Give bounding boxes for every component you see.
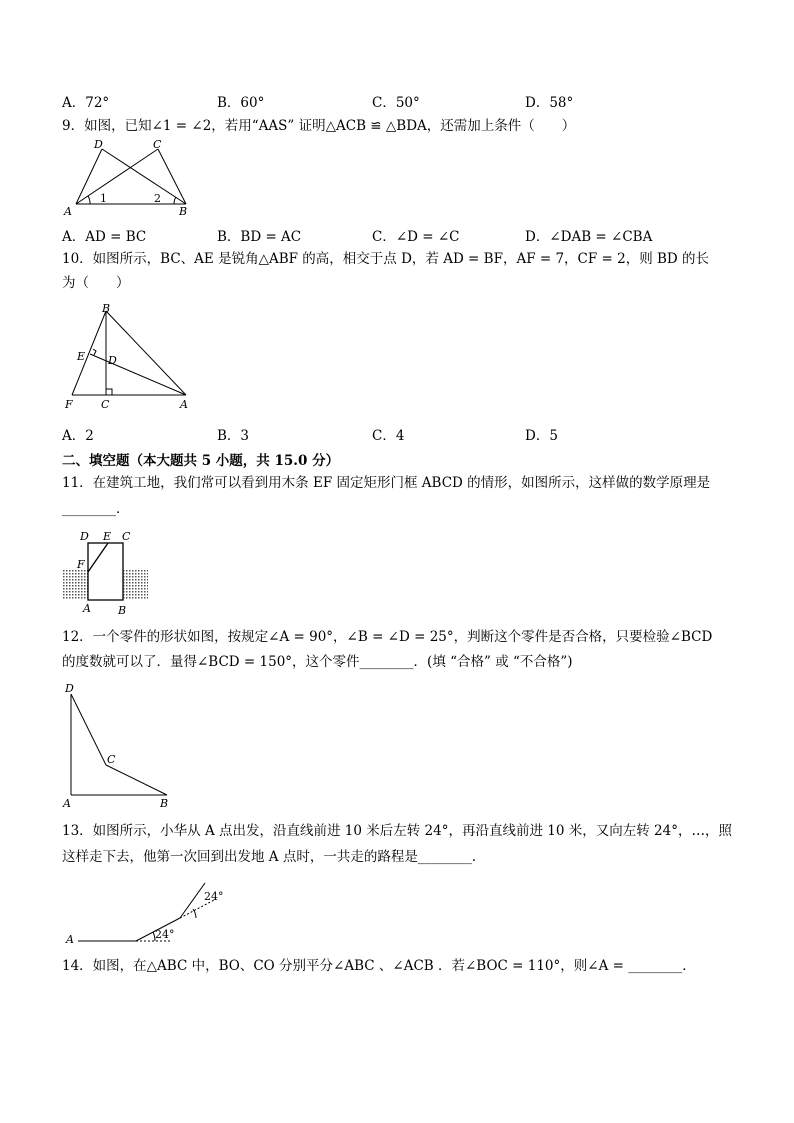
q13-stem-line2: 这样走下去，他第一次回到出发地 A 点时，一共走的路程是________． <box>62 849 486 865</box>
q11-figure <box>60 528 150 620</box>
q8-option-a: A．72° <box>62 95 110 111</box>
q8-option-d: D．58° <box>525 95 574 111</box>
q10-option-a: A．2 <box>62 428 94 444</box>
q9-label-c: C <box>153 138 162 151</box>
q9-angle-1: 1 <box>100 192 107 205</box>
q12-label-b: B <box>160 797 169 810</box>
q9-option-a: A．AD = BC <box>62 229 147 245</box>
q10-option-c: C．4 <box>372 428 405 444</box>
q12-stem-line2: 的度数就可以了．量得∠BCD = 150°，这个零件________．(填 “合格” 或 “不合格”) <box>62 654 573 670</box>
q11-label-c: C <box>122 530 131 543</box>
q9-option-d: D．∠DAB = ∠CBA <box>525 229 653 245</box>
q9-label-d: D <box>94 138 103 151</box>
q13-figure <box>60 870 250 950</box>
q11-label-a: A <box>83 602 91 615</box>
q12-label-c: C <box>107 753 116 766</box>
q10-figure <box>60 302 200 412</box>
q9-angle-2: 2 <box>154 192 161 205</box>
q9-option-b: B．BD = AC <box>217 229 302 245</box>
q9-label-b: B <box>179 205 188 218</box>
q10-label-c: C <box>101 398 110 411</box>
q9-stem: 9．如图，已知∠1 = ∠2，若用“AAS” 证明△ACB ≌ △BDA，还需加上条件（ ） <box>62 118 576 134</box>
q10-stem-line1: 10．如图所示，BC、AE 是锐角△ABF 的高，相交于点 D，若 AD = BF，AF = 7，CF = 2，则 BD 的长 <box>62 251 710 267</box>
q8-option-b: B．60° <box>217 95 265 111</box>
q13-label-a: A <box>66 933 74 946</box>
q11-label-f: F <box>77 558 85 571</box>
q12-stem-line1: 12．一个零件的形状如图，按规定∠A = 90°，∠B = ∠D = 25°，判断这个零件是否合格，只要检验∠BCD <box>62 629 713 645</box>
q9-figure <box>62 138 192 218</box>
section-heading-fill-in: 二、填空题（本大题共 5 小题，共 15.0 分） <box>62 453 340 469</box>
q10-stem-line2: 为（ ） <box>62 275 130 291</box>
q10-label-d: D <box>108 354 117 367</box>
q11-label-d: D <box>80 530 89 543</box>
q8-option-c: C．50° <box>372 95 420 111</box>
q11-label-b: B <box>118 604 127 617</box>
q12-figure <box>60 680 180 812</box>
q14-stem: 14．如图，在△ABC 中，BO、CO 分别平分∠ABC 、∠ACB ．若∠BOC = 110°，则∠A = ________． <box>62 958 696 974</box>
q13-stem-line1: 13．如图所示，小华从 A 点出发，沿直线前进 10 米后左转 24°，再沿直线前进 10 米，又向左转 24°，…，照 <box>62 823 732 839</box>
q10-option-d: D．5 <box>525 428 558 444</box>
q9-option-c: C．∠D = ∠C <box>372 229 460 245</box>
q10-label-b: B <box>102 302 111 315</box>
q11-label-e: E <box>103 530 112 543</box>
q12-label-a: A <box>63 797 71 810</box>
q10-label-f: F <box>65 398 73 411</box>
q9-label-a: A <box>64 205 72 218</box>
q13-angle-label-2: 24° <box>204 890 224 903</box>
q12-label-d: D <box>65 682 74 695</box>
q10-label-a: A <box>180 398 188 411</box>
q11-stem-line1: 11．在建筑工地，我们常可以看到用木条 EF 固定矩形门框 ABCD 的情形，如图所示，这样做的数学原理是 <box>62 475 711 491</box>
q13-angle-label-1: 24° <box>155 928 175 941</box>
q10-label-e: E <box>77 350 86 363</box>
q10-option-b: B．3 <box>217 428 250 444</box>
q11-stem-line2: ________． <box>62 501 130 517</box>
